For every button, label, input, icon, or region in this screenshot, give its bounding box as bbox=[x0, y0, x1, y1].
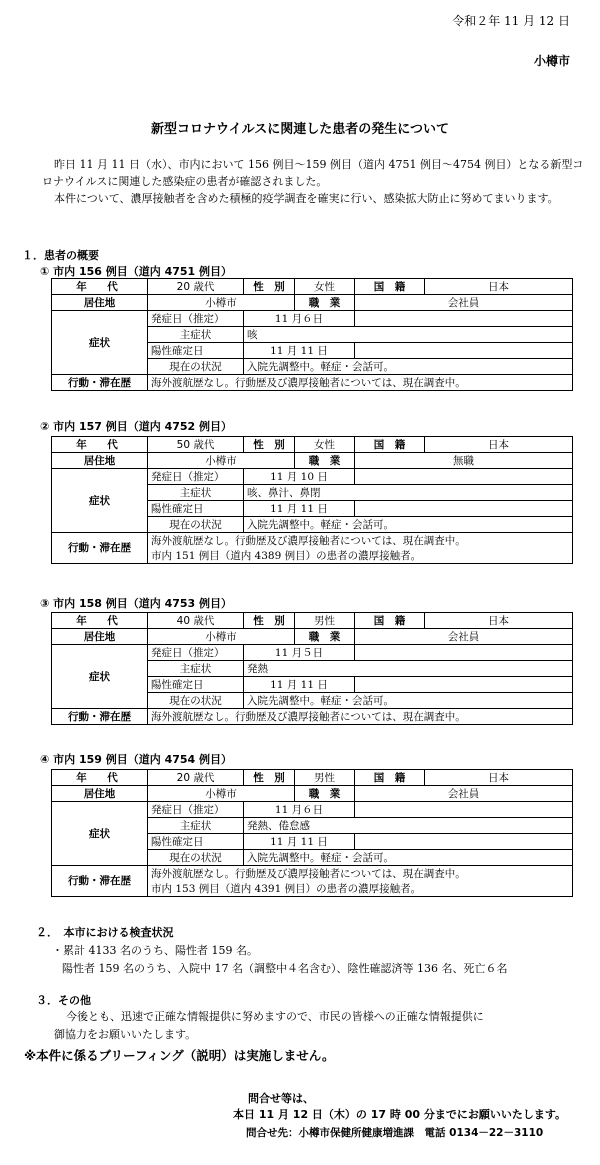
nationality-label: 国 籍 bbox=[355, 437, 425, 453]
occupation-value: 無職 bbox=[355, 453, 573, 469]
contact-intro: 問合せ等は、 bbox=[248, 1092, 314, 1105]
sex-label: 性 別 bbox=[244, 613, 295, 629]
nationality-value: 日本 bbox=[425, 770, 573, 786]
main-symptom-label: 主症状 bbox=[148, 327, 244, 343]
residence-value: 小樽市 bbox=[148, 786, 295, 802]
onset-filler bbox=[355, 645, 573, 661]
section-3-title: ３．その他 bbox=[36, 994, 91, 1007]
sex-value: 女性 bbox=[295, 279, 355, 295]
residence-label: 居住地 bbox=[52, 629, 148, 645]
age-value: 20 歳代 bbox=[148, 770, 244, 786]
age-label: 年 代 bbox=[52, 613, 148, 629]
positive-date-label: 陽性確定日 bbox=[148, 834, 244, 850]
main-symptom-label: 主症状 bbox=[148, 818, 244, 834]
occupation-label: 職 業 bbox=[295, 295, 355, 311]
case-heading: ③ 市内 158 例目（道内 4753 例目） bbox=[40, 597, 233, 610]
current-status-label: 現在の状況 bbox=[148, 359, 244, 375]
age-value: 40 歳代 bbox=[148, 613, 244, 629]
contact-info: 問合せ先：小樽市保健所健康増進課 電話 0134－22－3110 bbox=[246, 1127, 544, 1139]
main-symptom-label: 主症状 bbox=[148, 661, 244, 677]
residence-label: 居住地 bbox=[52, 786, 148, 802]
onset-value: 11 月６日 bbox=[244, 311, 355, 327]
positive-date-filler bbox=[355, 343, 573, 359]
age-label: 年 代 bbox=[52, 437, 148, 453]
travel-history-value: 海外渡航歴なし。行動歴及び濃厚接触者については、現在調査中。 bbox=[148, 866, 573, 882]
nationality-label: 国 籍 bbox=[355, 613, 425, 629]
symptoms-label: 症状 bbox=[52, 645, 148, 709]
onset-filler bbox=[355, 802, 573, 818]
nationality-label: 国 籍 bbox=[355, 770, 425, 786]
onset-value: 11 月 10 日 bbox=[244, 469, 355, 485]
sex-value: 男性 bbox=[295, 613, 355, 629]
travel-history-value: 海外渡航歴なし。行動歴及び濃厚接触者については、現在調査中。 bbox=[148, 375, 573, 391]
travel-history-contact: 市内 153 例目（道内 4391 例目）の患者の濃厚接触者。 bbox=[148, 881, 573, 897]
age-label: 年 代 bbox=[52, 279, 148, 295]
residence-label: 居住地 bbox=[52, 295, 148, 311]
section-1-title: １．患者の概要 bbox=[22, 249, 99, 262]
sex-label: 性 別 bbox=[244, 770, 295, 786]
test-breakdown-line: 陽性者 159 名のうち、入院中 17 名（調整中４名含む）、陰性確認済等 136 名、死亡６名 bbox=[62, 962, 508, 975]
sex-label: 性 別 bbox=[244, 437, 295, 453]
current-status-value: 入院先調整中。軽症・会話可。 bbox=[244, 517, 573, 533]
current-status-value: 入院先調整中。軽症・会話可。 bbox=[244, 693, 573, 709]
nationality-label: 国 籍 bbox=[355, 279, 425, 295]
section-3-line-2: 御協力をお願いいたします。 bbox=[54, 1028, 197, 1041]
nationality-value: 日本 bbox=[425, 613, 573, 629]
onset-value: 11 月６日 bbox=[244, 802, 355, 818]
nationality-value: 日本 bbox=[425, 279, 573, 295]
occupation-value: 会社員 bbox=[355, 295, 573, 311]
intro-text bbox=[42, 156, 587, 207]
intro-paragraph-1: 昨日 11 月 11 日（水）、市内において 156 例目～159 例目（道内 4751 例目～4754 例目）となる新型コロナウイルスに関連した感染症の患者が確認されました。 bbox=[42, 158, 584, 188]
age-label: 年 代 bbox=[52, 770, 148, 786]
main-symptom-value: 発熱、倦怠感 bbox=[244, 818, 573, 834]
case-table bbox=[51, 436, 573, 564]
occupation-label: 職 業 bbox=[295, 453, 355, 469]
onset-filler bbox=[355, 311, 573, 327]
briefing-notice: ※本件に係るブリーフィング（説明）は実施しません。 bbox=[24, 1048, 335, 1063]
document-title: 新型コロナウイルスに関連した患者の発生について bbox=[151, 122, 449, 137]
positive-date-filler bbox=[355, 834, 573, 850]
intro-paragraph-2: 本件について、濃厚接触者を含めた積極的疫学調査を確実に行い、感染拡大防止に努めてまいります。 bbox=[54, 192, 559, 205]
current-status-label: 現在の状況 bbox=[148, 693, 244, 709]
nationality-value: 日本 bbox=[425, 437, 573, 453]
section-2-title: ２． 本市における検査状況 bbox=[36, 926, 174, 939]
occupation-value: 会社員 bbox=[355, 629, 573, 645]
case-heading: ④ 市内 159 例目（道内 4754 例目） bbox=[40, 753, 233, 766]
sex-value: 女性 bbox=[295, 437, 355, 453]
onset-label: 発症日（推定） bbox=[148, 469, 244, 485]
current-status-label: 現在の状況 bbox=[148, 850, 244, 866]
positive-date-label: 陽性確定日 bbox=[148, 343, 244, 359]
section-2-body bbox=[52, 942, 507, 978]
issuer-city: 小樽市 bbox=[533, 54, 570, 68]
onset-label: 発症日（推定） bbox=[148, 802, 244, 818]
positive-date-value: 11 月 11 日 bbox=[244, 343, 355, 359]
travel-history-label: 行動・滞在歴 bbox=[52, 533, 148, 564]
current-status-value: 入院先調整中。軽症・会話可。 bbox=[244, 359, 573, 375]
current-status-label: 現在の状況 bbox=[148, 517, 244, 533]
sex-label: 性 別 bbox=[244, 279, 295, 295]
travel-history-value: 海外渡航歴なし。行動歴及び濃厚接触者については、現在調査中。 bbox=[148, 709, 573, 725]
sex-value: 男性 bbox=[295, 770, 355, 786]
symptoms-label: 症状 bbox=[52, 469, 148, 533]
document-date: 令和２年 11 月 12 日 bbox=[452, 14, 570, 28]
positive-date-value: 11 月 11 日 bbox=[244, 501, 355, 517]
section-3-line-1: 今後とも、迅速で正確な情報提供に努めますので、市民の皆様への正確な情報提供に bbox=[66, 1010, 484, 1023]
section-3-body bbox=[54, 1008, 586, 1044]
travel-history-label: 行動・滞在歴 bbox=[52, 709, 148, 725]
travel-history-value: 海外渡航歴なし。行動歴及び濃厚接触者については、現在調査中。 bbox=[148, 533, 573, 549]
main-symptom-value: 発熱 bbox=[244, 661, 573, 677]
age-value: 20 歳代 bbox=[148, 279, 244, 295]
case-heading: ② 市内 157 例目（道内 4752 例目） bbox=[40, 420, 233, 433]
positive-date-filler bbox=[355, 677, 573, 693]
current-status-value: 入院先調整中。軽症・会話可。 bbox=[244, 850, 573, 866]
test-total-line: ・累計 4133 名のうち、陽性者 159 名。 bbox=[52, 944, 258, 957]
occupation-label: 職 業 bbox=[295, 786, 355, 802]
symptoms-label: 症状 bbox=[52, 311, 148, 375]
main-symptom-value: 咳、鼻汁、鼻閉 bbox=[244, 485, 573, 501]
onset-label: 発症日（推定） bbox=[148, 645, 244, 661]
positive-date-value: 11 月 11 日 bbox=[244, 677, 355, 693]
case-table bbox=[51, 278, 573, 391]
onset-value: 11 月５日 bbox=[244, 645, 355, 661]
case-heading: ① 市内 156 例目（道内 4751 例目） bbox=[40, 265, 233, 278]
main-symptom-label: 主症状 bbox=[148, 485, 244, 501]
residence-value: 小樽市 bbox=[148, 453, 295, 469]
onset-label: 発症日（推定） bbox=[148, 311, 244, 327]
case-table bbox=[51, 612, 573, 725]
travel-history-contact: 市内 151 例目（道内 4389 例目）の患者の濃厚接触者。 bbox=[148, 548, 573, 564]
residence-value: 小樽市 bbox=[148, 629, 295, 645]
positive-date-label: 陽性確定日 bbox=[148, 501, 244, 517]
residence-label: 居住地 bbox=[52, 453, 148, 469]
symptoms-label: 症状 bbox=[52, 802, 148, 866]
positive-date-filler bbox=[355, 501, 573, 517]
occupation-label: 職 業 bbox=[295, 629, 355, 645]
case-table bbox=[51, 769, 573, 897]
occupation-value: 会社員 bbox=[355, 786, 573, 802]
contact-deadline: 本日 11 月 12 日（木）の 17 時 00 分までにお願いいたします。 bbox=[233, 1108, 566, 1121]
positive-date-label: 陽性確定日 bbox=[148, 677, 244, 693]
positive-date-value: 11 月 11 日 bbox=[244, 834, 355, 850]
main-symptom-value: 咳 bbox=[244, 327, 573, 343]
travel-history-label: 行動・滞在歴 bbox=[52, 375, 148, 391]
onset-filler bbox=[355, 469, 573, 485]
travel-history-label: 行動・滞在歴 bbox=[52, 866, 148, 897]
residence-value: 小樽市 bbox=[148, 295, 295, 311]
age-value: 50 歳代 bbox=[148, 437, 244, 453]
